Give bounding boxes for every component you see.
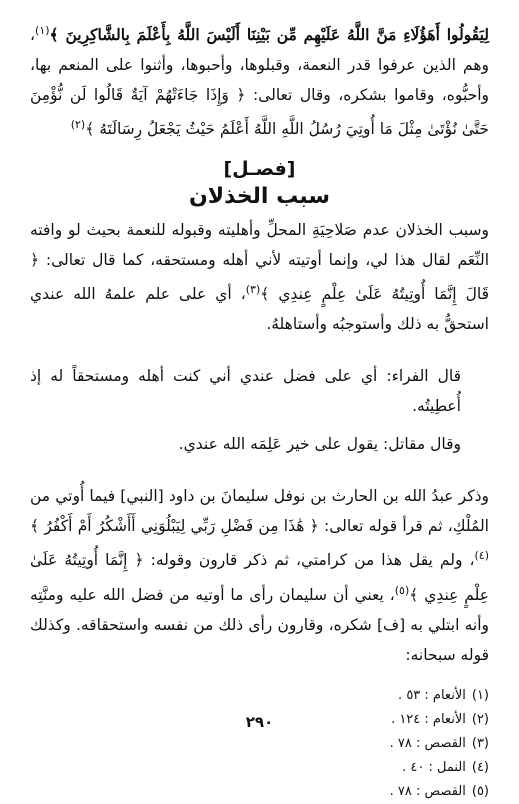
footnote-item xyxy=(30,780,489,804)
section-label: [فصـل] xyxy=(223,158,296,181)
paragraph-2 xyxy=(30,215,489,339)
footnote-ref: (٤) xyxy=(474,549,489,563)
footnote-text: القصص : ٧٨ . xyxy=(389,783,466,799)
footnote-number: (٣) xyxy=(471,735,489,751)
footnote-item xyxy=(30,684,489,708)
quote-farra: قال الفراء: أي على فضل عندي أني كنت أهله ومستحقاً له إذ أُعطِيتُه. xyxy=(30,367,461,416)
footnote-number: (١) xyxy=(471,687,489,703)
footnote-number: (٤) xyxy=(471,759,489,775)
section-title: سبب الخذلان xyxy=(188,184,331,210)
top-paragraph xyxy=(30,16,489,144)
footnote-ref: (٣) xyxy=(245,283,261,297)
paragraph-text: ، يعني أن سليمان رأى ما أوتيه من فضل الله عليه ومنَّتِه وأنه ابتلي به [ف] شكره، وقارون رأى ذلك من نفسه واستحقاقه. وكذلك قوله سبحانه: xyxy=(30,585,489,664)
paragraph-text: ، وهم الذين عرفوا قدر النعمة، وقبلوها، وأحبوها، وأثنوا على المنعم بها، وأحبُّوه، وقاموا بشكره، وقال تعالى: ﴿ وَإِذَا جَاءَتْهُمْ آيَةٌ قَالُوا لَن نُّؤْمِنَ حَتَّىٰ نُؤْتَىٰ مِثْلَ مَا أُوتِيَ رُسُلُ اللَّهِ اللَّهُ أَعْلَمُ حَيْثُ يَجْعَلُ رِسَالَتَهُ ﴾ xyxy=(30,26,489,139)
footnote-ref: (٥) xyxy=(394,583,410,597)
paragraph-3 xyxy=(30,481,489,669)
footnote-text: القصص : ٧٨ . xyxy=(389,735,466,751)
quote-muqatil: وقال مقاتل: يقول على خير عَلِمَه الله عندي. xyxy=(178,435,461,454)
paragraph-text: ، ولم يقل هذا من كرامتي، ثم ذكر قارون وقوله: ﴿ إِنَّمَا أُوتِيتُهُ عَلَىٰ عِلْمٍ عِندِي ﴾ xyxy=(30,551,489,604)
footnotes xyxy=(30,684,489,804)
page-number: ٢٩٠ xyxy=(245,713,274,731)
paragraph-text: وذكر عبدُ الله بن الحارث بن نوفل سليمانَ بن داود [النبي] فيما أُوتي من المُلْكِ، ثم قرأ قوله تعالى: ﴿ هَٰذَا مِن فَضْلِ رَبِّي لِيَبْلُوَنِي أَأَشْكُرُ أَمْ أَكْفُرُ ﴾ xyxy=(30,487,489,536)
footnote-ref: (١) xyxy=(35,24,50,37)
footnote-text: الأنعام : ١٢٤ . xyxy=(391,711,466,727)
footnote-number: (٢) xyxy=(471,711,489,727)
footnote-text: النمل : ٤٠ . xyxy=(402,759,466,775)
footnote-text: الأنعام : ٥٣ . xyxy=(398,687,466,703)
footnote-number: (٥) xyxy=(471,783,489,799)
paragraph-text: ، أي على علم علمهُ الله عندي استحقُّ به ذلك وأستوجبُه وأستاهلهُ. xyxy=(30,285,489,334)
quran-verse: لِيَقُولُوا أَهَؤُلَاءِ مَنَّ اللَّهُ عَلَيْهِم مِّن بَيْنِنَا أَلَيْسَ اللَّهُ بِأَعْلَمَ بِالشَّاكِرِينَ ﴾ xyxy=(49,25,489,45)
paragraph-text: وسبب الخذلان عدم صَلاحِيَةِ المحلِّ وأهليته وقبوله للنعمة بحيث لو وافته النِّعَم لقال هذا لي، وإنما أوتيته لأني أهله ومستحقه، كما قال تعالى: ﴿ قَالَ إِنَّمَا أُوتِيتُهُ عَلَىٰ عِلْمٍ عِندِي ﴾ xyxy=(30,221,489,304)
footnote-ref: (٢) xyxy=(70,118,86,132)
footnote-item xyxy=(30,756,489,780)
footnote-item xyxy=(30,732,489,756)
